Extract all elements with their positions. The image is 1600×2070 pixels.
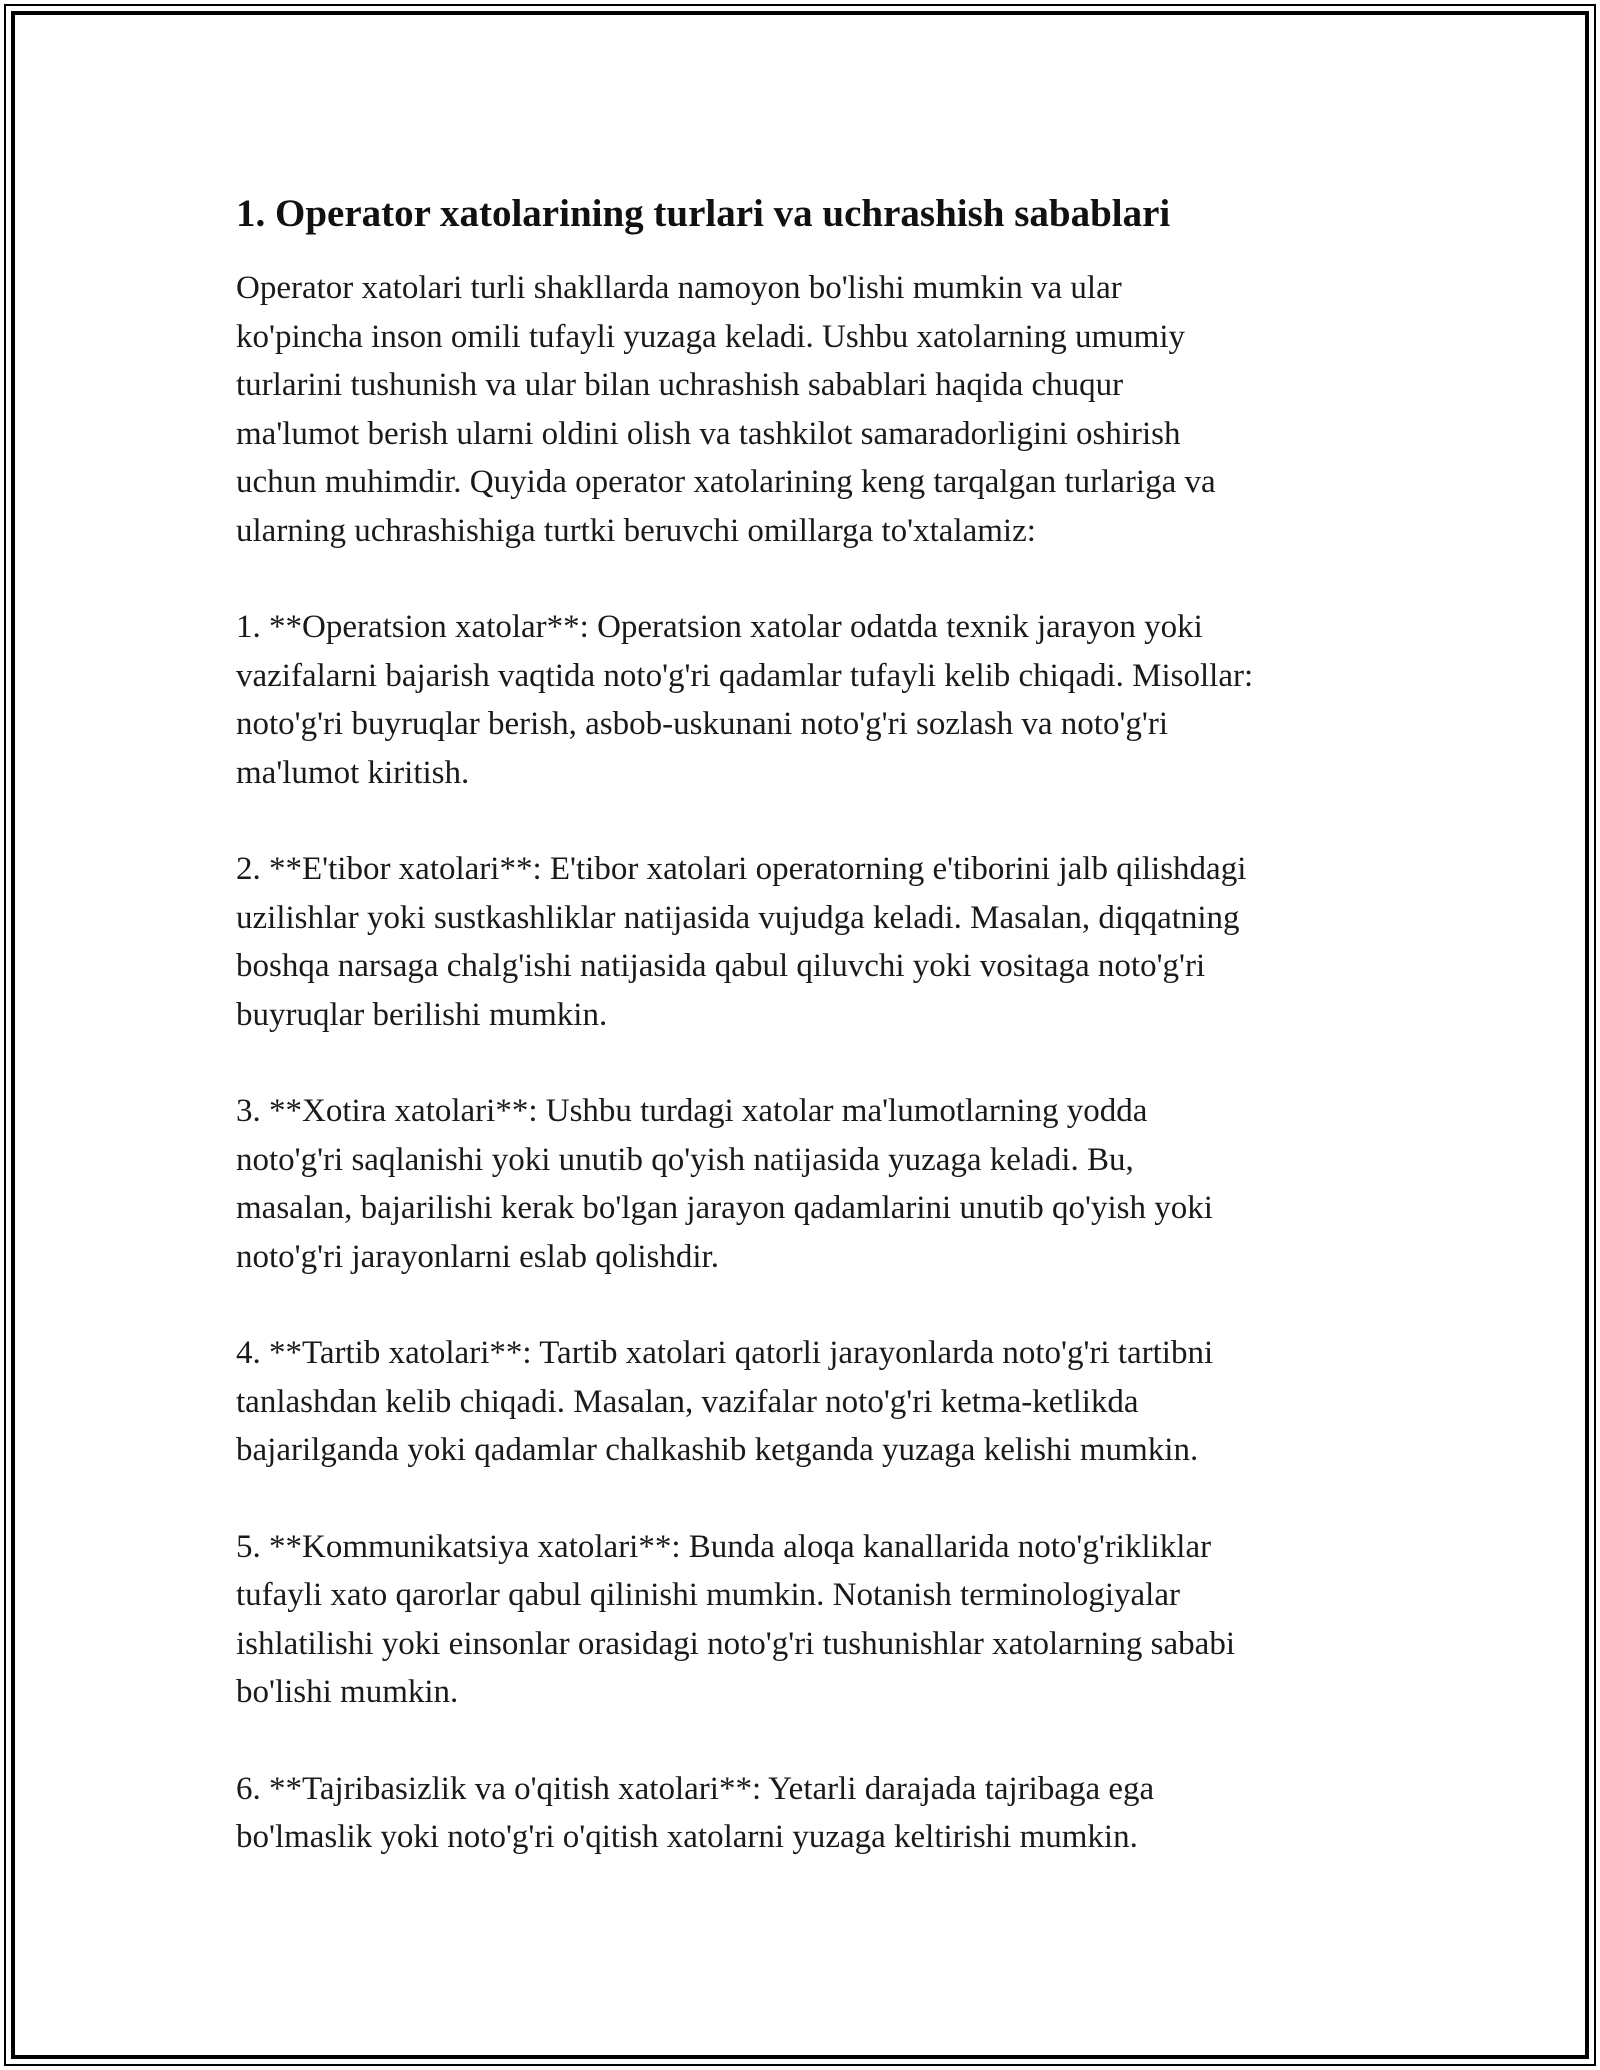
list-item-memory-errors: 3. **Xotira xatolari**: Ushbu turdagi xatolar ma'lumotlarning yodda noto'g'ri saqlanishi yoki unutib qo'yish natijasida yuzaga keladi. Bu, masalan, bajarilishi kerak bo'lgan jarayon qadamlarini unutib qo'yish yoki noto'g'ri jarayonlarni eslab qolishdir.: [236, 1093, 1213, 1275]
list-item-operational-errors: 1. **Operatsion xatolar**: Operatsion xatolar odatda texnik jarayon yoki vazifalarni bajarish vaqtida noto'g'ri qadamlar tufayli kelib chiqadi. Misollar: noto'g'ri buyruqlar berish, asbob-uskunani noto'g'ri sozlash va noto'g'ri ma'lumot kiritish.: [236, 609, 1254, 791]
list-item-attention-errors: 2. **E'tibor xatolari**: E'tibor xatolari operatorning e'tiborini jalb qilishdagi uzilishlar yoki sustkashliklar natijasida vujudga keladi. Masalan, diqqatning boshqa narsaga chalg'ishi natijasida qabul qiluvchi yoki vositaga noto'g'ri buyruqlar berilishi mumkin.: [236, 851, 1247, 1033]
list-item-order-errors: 4. **Tartib xatolari**: Tartib xatolari qatorli jarayonlarda noto'g'ri tartibni tanlashdan kelib chiqadi. Masalan, vazifalar noto'g'ri ketma-ketlikda bajarilganda yoki qadamlar chalkashib ketganda yuzaga kelishi mumkin.: [236, 1335, 1214, 1468]
document-body: [236, 190, 1396, 1910]
section-title: 1. Operator xatolarining turlari va uchrashish sabablari: [236, 192, 1171, 235]
list-item-communication-errors: 5. **Kommunikatsiya xatolari**: Bunda aloqa kanallarida noto'g'rikliklar tufayli xato qarorlar qabul qilinishi mumkin. Notanish terminologiyalar ishlatilishi yoki einsonlar orasidagi noto'g'ri tushunishlar xatolarning sababi bo'lishi mumkin.: [236, 1528, 1235, 1710]
list-item-training-errors: 6. **Tajribasizlik va o'qitish xatolari**: Yetarli darajada tajribaga ega bo'lmaslik yoki noto'g'ri o'qitish xatolarni yuzaga keltirishi mumkin.: [236, 1770, 1155, 1855]
intro-paragraph: Operator xatolari turli shakllarda namoyon bo'lishi mumkin va ular ko'pincha inson omili tufayli yuzaga keladi. Ushbu xatolarning umumiy turlarini tushunish va ular bilan uchrashish sabablari haqida chuqur ma'lumot berish ularni oldini olish va tashkilot samaradorligini oshirish uchun muhimdir. Quyida operator xatolarining keng tarqalgan turlariga va ularning uchrashishiga turtki beruvchi omillarga to'xtalamiz:: [236, 270, 1216, 549]
